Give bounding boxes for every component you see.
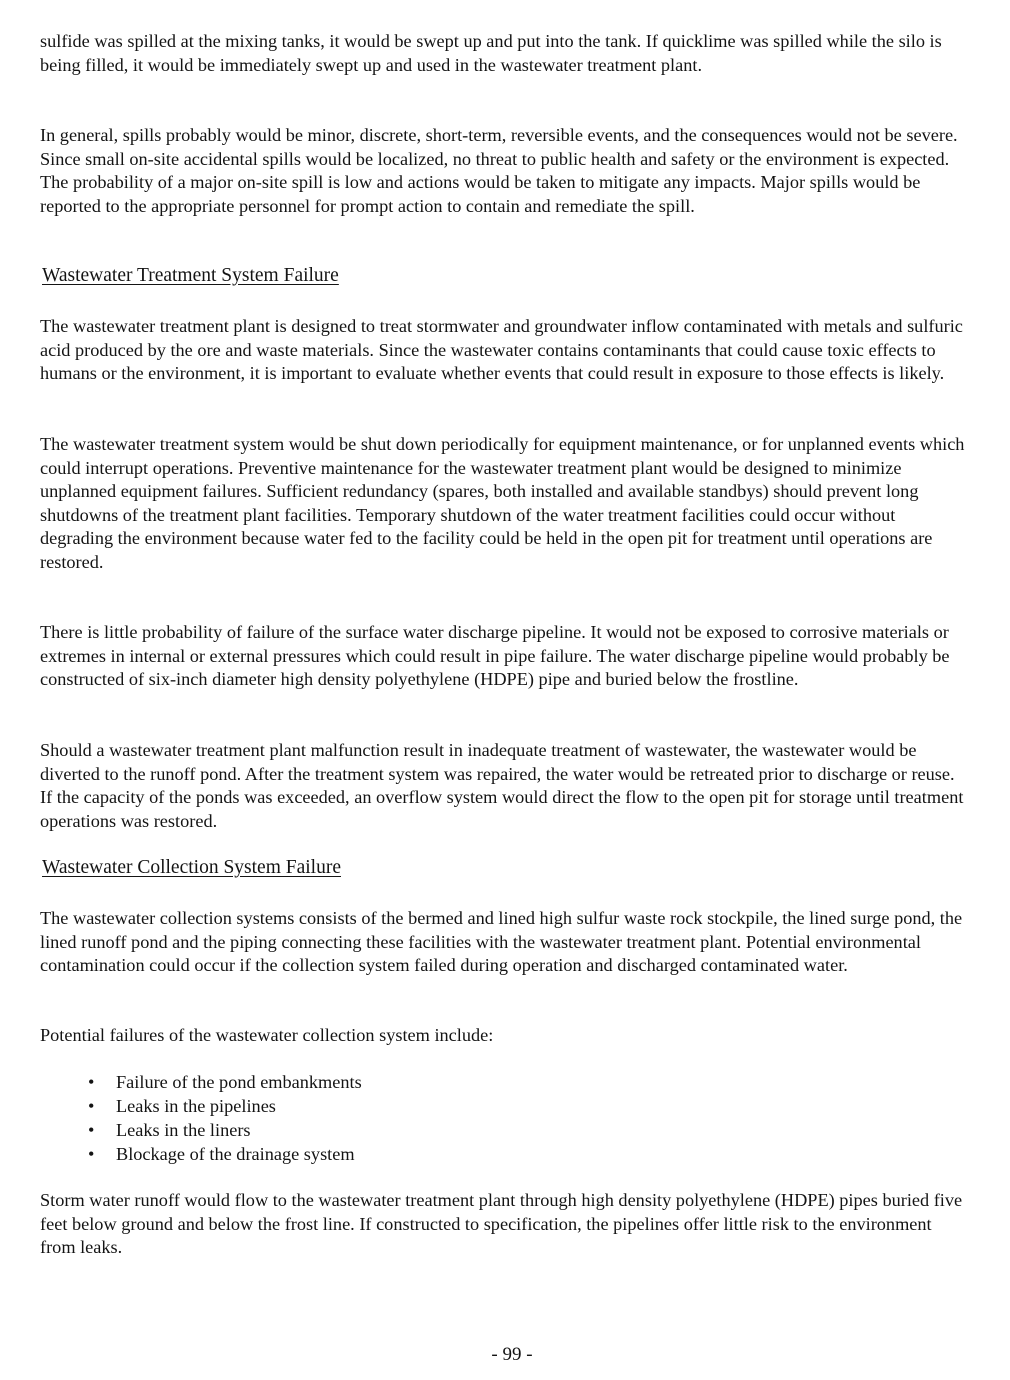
list-item: • Blockage of the drainage system (88, 1142, 362, 1166)
paragraph-plant-malfunction: Should a wastewater treatment plant malfunction result in inadequate treatment of wastewater, the wastewater would be diverted to the runoff pond. After the treatment system was repaired, the water would be retreated prior to discharge or reuse. If the capacity of the ponds was exceeded, an overflow system would direct the flow to the open pit for storage until treatment operations was restored. (40, 740, 964, 831)
list-item: • Leaks in the pipelines (88, 1094, 362, 1118)
paragraph-spill-cleanup: sulfide was spilled at the mixing tanks, it would be swept up and put into the tank. If quicklime was spilled while the silo is being filled, it would be immediately swept up and used in the wastewater treatment plant. (40, 31, 942, 75)
paragraph-spill-consequences: In general, spills probably would be minor, discrete, short-term, reversible events, and the consequences would not be severe. Since small on-site accidental spills would be localized, no threat to public health and safety or the environment is expected. The probability of a major on-site spill is low and actions would be taken to mitigate any impacts. Major spills would be reported to the appropriate personnel for prompt action to contain and remediate the spill. (40, 125, 958, 216)
paragraph-treatment-shutdown: The wastewater treatment system would be shut down periodically for equipment maintenance, or for unplanned events which could interrupt operations. Preventive maintenance for the wastewater treatment plant would be designed to minimize unplanned equipment failures. Sufficient redundancy (spares, both installed and available standbys) should prevent long shutdowns of the treatment plant facilities. Temporary shutdown of the water treatment facilities could occur without degrading the environment because water fed to the facility could be held in the open pit for treatment until operations are restored. (40, 434, 965, 572)
paragraph-discharge-pipeline: There is little probability of failure of the surface water discharge pipeline. It would not be exposed to corrosive materials or extremes in internal or external pressures which could result in pipe failure. The water discharge pipeline would probably be constructed of six-inch diameter high density polyethylene (HDPE) pipe and buried below the frostline. (40, 622, 950, 689)
page-number: - 99 - (491, 1344, 533, 1365)
paragraph-storm-water-runoff: Storm water runoff would flow to the wastewater treatment plant through high density polyethylene (HDPE) pipes buried five feet below ground and below the frost line. If constructed to specification, the pipelines offer little risk to the environment from leaks. (40, 1190, 963, 1257)
list-item: • Failure of the pond embankments (88, 1070, 362, 1094)
paragraph-potential-failures-intro: Potential failures of the wastewater collection system include: (40, 1025, 494, 1045)
heading-treatment-system-failure: Wastewater Treatment System Failure (42, 265, 339, 286)
failure-bullet-list (88, 1070, 362, 1166)
heading-collection-system-failure: Wastewater Collection System Failure (42, 857, 341, 878)
paragraph-collection-system: The wastewater collection systems consists of the bermed and lined high sulfur waste rock stockpile, the lined surge pond, the lined runoff pond and the piping connecting these facilities with the wastewater treatment plant. Potential environmental contamination could occur if the collection system failed during operation and discharged contaminated water. (40, 908, 963, 975)
list-item: • Leaks in the liners (88, 1118, 362, 1142)
paragraph-treatment-plant-design: The wastewater treatment plant is designed to treat stormwater and groundwater inflow contaminated with metals and sulfuric acid produced by the ore and waste materials. Since the wastewater contains contaminants that could cause toxic effects to humans or the environment, it is important to evaluate whether events that could result in exposure to those effects is likely. (40, 316, 963, 383)
